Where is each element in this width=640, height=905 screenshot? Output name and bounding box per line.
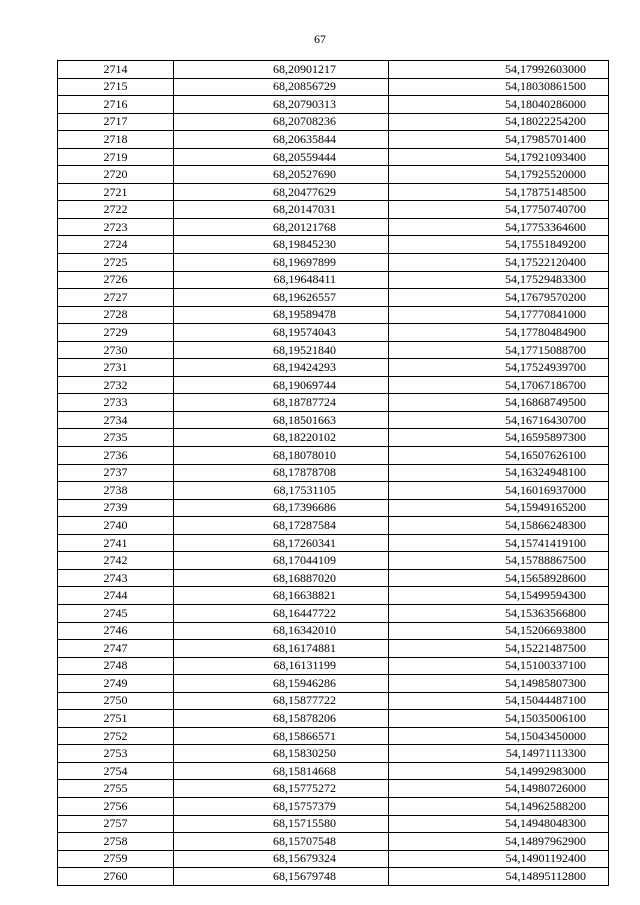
table-row	[58, 411, 609, 429]
y-coordinate-cell: 54,15949165200	[389, 499, 609, 517]
x-coordinate-cell: 68,17044109	[174, 552, 389, 570]
point-number-cell: 2733	[58, 394, 174, 412]
table-row	[58, 148, 609, 166]
x-coordinate-cell: 68,17396686	[174, 499, 389, 517]
y-coordinate-cell: 54,18022254200	[389, 113, 609, 131]
x-coordinate-cell: 68,20559444	[174, 148, 389, 166]
table-row	[58, 341, 609, 359]
table-row	[58, 464, 609, 482]
x-coordinate-cell: 68,18078010	[174, 447, 389, 465]
point-number-cell: 2731	[58, 359, 174, 377]
x-coordinate-cell: 68,17878708	[174, 464, 389, 482]
point-number-cell: 2759	[58, 850, 174, 868]
table-row	[58, 306, 609, 324]
x-coordinate-cell: 68,15814668	[174, 762, 389, 780]
point-number-cell: 2719	[58, 148, 174, 166]
x-coordinate-cell: 68,18220102	[174, 429, 389, 447]
point-number-cell: 2755	[58, 780, 174, 798]
table-row	[58, 376, 609, 394]
y-coordinate-cell: 54,14985807300	[389, 675, 609, 693]
table-body	[58, 61, 609, 886]
point-number-cell: 2735	[58, 429, 174, 447]
point-number-cell: 2727	[58, 289, 174, 307]
point-number-cell: 2729	[58, 324, 174, 342]
table-row	[58, 131, 609, 149]
point-number-cell: 2722	[58, 201, 174, 219]
table-row	[58, 78, 609, 96]
point-number-cell: 2757	[58, 815, 174, 833]
point-number-cell: 2717	[58, 113, 174, 131]
y-coordinate-cell: 54,15035006100	[389, 710, 609, 728]
x-coordinate-cell: 68,19845230	[174, 236, 389, 254]
table-row	[58, 552, 609, 570]
table-row	[58, 96, 609, 114]
y-coordinate-cell: 54,16016937000	[389, 482, 609, 500]
point-number-cell: 2715	[58, 78, 174, 96]
table-row	[58, 499, 609, 517]
table-row	[58, 657, 609, 675]
y-coordinate-cell: 54,17524939700	[389, 359, 609, 377]
table-row	[58, 622, 609, 640]
point-number-cell: 2723	[58, 218, 174, 236]
y-coordinate-cell: 54,18040286000	[389, 96, 609, 114]
table-row	[58, 218, 609, 236]
y-coordinate-cell: 54,14980726000	[389, 780, 609, 798]
x-coordinate-cell: 68,20708236	[174, 113, 389, 131]
y-coordinate-cell: 54,14992983000	[389, 762, 609, 780]
table-row	[58, 640, 609, 658]
table-row	[58, 394, 609, 412]
table-row	[58, 762, 609, 780]
x-coordinate-cell: 68,20477629	[174, 183, 389, 201]
x-coordinate-cell: 68,20635844	[174, 131, 389, 149]
x-coordinate-cell: 68,19589478	[174, 306, 389, 324]
x-coordinate-cell: 68,18501663	[174, 411, 389, 429]
x-coordinate-cell: 68,19648411	[174, 271, 389, 289]
point-number-cell: 2718	[58, 131, 174, 149]
y-coordinate-cell: 54,17985701400	[389, 131, 609, 149]
point-number-cell: 2739	[58, 499, 174, 517]
y-coordinate-cell: 54,17780484900	[389, 324, 609, 342]
x-coordinate-cell: 68,19697899	[174, 254, 389, 272]
y-coordinate-cell: 54,14948048300	[389, 815, 609, 833]
table-row	[58, 289, 609, 307]
y-coordinate-cell: 54,17770841000	[389, 306, 609, 324]
y-coordinate-cell: 54,15043450000	[389, 727, 609, 745]
x-coordinate-cell: 68,15946286	[174, 675, 389, 693]
point-number-cell: 2747	[58, 640, 174, 658]
point-number-cell: 2753	[58, 745, 174, 763]
y-coordinate-cell: 54,16716430700	[389, 411, 609, 429]
y-coordinate-cell: 54,17529483300	[389, 271, 609, 289]
x-coordinate-cell: 68,15878206	[174, 710, 389, 728]
x-coordinate-cell: 68,20790313	[174, 96, 389, 114]
table-row	[58, 587, 609, 605]
x-coordinate-cell: 68,15757379	[174, 797, 389, 815]
point-number-cell: 2746	[58, 622, 174, 640]
point-number-cell: 2724	[58, 236, 174, 254]
point-number-cell: 2721	[58, 183, 174, 201]
x-coordinate-cell: 68,17287584	[174, 517, 389, 535]
table-row	[58, 236, 609, 254]
y-coordinate-cell: 54,16595897300	[389, 429, 609, 447]
point-number-cell: 2741	[58, 534, 174, 552]
point-number-cell: 2720	[58, 166, 174, 184]
table-row	[58, 482, 609, 500]
x-coordinate-cell: 68,16887020	[174, 569, 389, 587]
point-number-cell: 2728	[58, 306, 174, 324]
table-row	[58, 710, 609, 728]
y-coordinate-cell: 54,14897962900	[389, 833, 609, 851]
y-coordinate-cell: 54,14895112800	[389, 868, 609, 886]
table-row	[58, 692, 609, 710]
table-row	[58, 429, 609, 447]
table-row	[58, 815, 609, 833]
y-coordinate-cell: 54,18030861500	[389, 78, 609, 96]
x-coordinate-cell: 68,16342010	[174, 622, 389, 640]
point-number-cell: 2730	[58, 341, 174, 359]
y-coordinate-cell: 54,16324948100	[389, 464, 609, 482]
table-row	[58, 359, 609, 377]
y-coordinate-cell: 54,17679570200	[389, 289, 609, 307]
table-row	[58, 201, 609, 219]
y-coordinate-cell: 54,15206693800	[389, 622, 609, 640]
point-number-cell: 2758	[58, 833, 174, 851]
y-coordinate-cell: 54,15788867500	[389, 552, 609, 570]
x-coordinate-cell: 68,15877722	[174, 692, 389, 710]
x-coordinate-cell: 68,16447722	[174, 604, 389, 622]
table-row	[58, 254, 609, 272]
table-row	[58, 604, 609, 622]
y-coordinate-cell: 54,17925520000	[389, 166, 609, 184]
y-coordinate-cell: 54,17551849200	[389, 236, 609, 254]
y-coordinate-cell: 54,15499594300	[389, 587, 609, 605]
table-row	[58, 569, 609, 587]
y-coordinate-cell: 54,14962588200	[389, 797, 609, 815]
point-number-cell: 2716	[58, 96, 174, 114]
x-coordinate-cell: 68,15866571	[174, 727, 389, 745]
x-coordinate-cell: 68,15715580	[174, 815, 389, 833]
table-row	[58, 534, 609, 552]
x-coordinate-cell: 68,19424293	[174, 359, 389, 377]
x-coordinate-cell: 68,20901217	[174, 61, 389, 79]
point-number-cell: 2736	[58, 447, 174, 465]
y-coordinate-cell: 54,14901192400	[389, 850, 609, 868]
table-row	[58, 183, 609, 201]
x-coordinate-cell: 68,19521840	[174, 341, 389, 359]
point-number-cell: 2754	[58, 762, 174, 780]
x-coordinate-cell: 68,19069744	[174, 376, 389, 394]
point-number-cell: 2726	[58, 271, 174, 289]
y-coordinate-cell: 54,15100337100	[389, 657, 609, 675]
y-coordinate-cell: 54,17875148500	[389, 183, 609, 201]
point-number-cell: 2734	[58, 411, 174, 429]
x-coordinate-cell: 68,20856729	[174, 78, 389, 96]
y-coordinate-cell: 54,17750740700	[389, 201, 609, 219]
table-row	[58, 727, 609, 745]
x-coordinate-cell: 68,19626557	[174, 289, 389, 307]
y-coordinate-cell: 54,17921093400	[389, 148, 609, 166]
y-coordinate-cell: 54,17067186700	[389, 376, 609, 394]
table-row	[58, 780, 609, 798]
table-row	[58, 797, 609, 815]
table-row	[58, 745, 609, 763]
point-number-cell: 2749	[58, 675, 174, 693]
point-number-cell: 2744	[58, 587, 174, 605]
point-number-cell: 2756	[58, 797, 174, 815]
point-number-cell: 2745	[58, 604, 174, 622]
table-row	[58, 166, 609, 184]
table-row	[58, 271, 609, 289]
point-number-cell: 2752	[58, 727, 174, 745]
point-number-cell: 2737	[58, 464, 174, 482]
point-number-cell: 2743	[58, 569, 174, 587]
coordinates-table	[57, 60, 609, 886]
table-row	[58, 447, 609, 465]
x-coordinate-cell: 68,20527690	[174, 166, 389, 184]
x-coordinate-cell: 68,15707548	[174, 833, 389, 851]
point-number-cell: 2760	[58, 868, 174, 886]
x-coordinate-cell: 68,19574043	[174, 324, 389, 342]
y-coordinate-cell: 54,15741419100	[389, 534, 609, 552]
point-number-cell: 2748	[58, 657, 174, 675]
x-coordinate-cell: 68,15679324	[174, 850, 389, 868]
y-coordinate-cell: 54,14971113300	[389, 745, 609, 763]
page-number: 67	[314, 32, 326, 46]
table-row	[58, 833, 609, 851]
x-coordinate-cell: 68,16131199	[174, 657, 389, 675]
y-coordinate-cell: 54,16507626100	[389, 447, 609, 465]
point-number-cell: 2742	[58, 552, 174, 570]
x-coordinate-cell: 68,20147031	[174, 201, 389, 219]
x-coordinate-cell: 68,15775272	[174, 780, 389, 798]
y-coordinate-cell: 54,15221487500	[389, 640, 609, 658]
table-row	[58, 324, 609, 342]
table-row	[58, 517, 609, 535]
point-number-cell: 2751	[58, 710, 174, 728]
y-coordinate-cell: 54,16868749500	[389, 394, 609, 412]
y-coordinate-cell: 54,15363566800	[389, 604, 609, 622]
point-number-cell: 2738	[58, 482, 174, 500]
x-coordinate-cell: 68,15679748	[174, 868, 389, 886]
point-number-cell: 2714	[58, 61, 174, 79]
y-coordinate-cell: 54,15866248300	[389, 517, 609, 535]
point-number-cell: 2725	[58, 254, 174, 272]
x-coordinate-cell: 68,17531105	[174, 482, 389, 500]
y-coordinate-cell: 54,17715088700	[389, 341, 609, 359]
y-coordinate-cell: 54,15658928600	[389, 569, 609, 587]
table-row	[58, 868, 609, 886]
table-row	[58, 675, 609, 693]
y-coordinate-cell: 54,17522120400	[389, 254, 609, 272]
x-coordinate-cell: 68,16638821	[174, 587, 389, 605]
y-coordinate-cell: 54,15044487100	[389, 692, 609, 710]
y-coordinate-cell: 54,17753364600	[389, 218, 609, 236]
x-coordinate-cell: 68,16174881	[174, 640, 389, 658]
y-coordinate-cell: 54,17992603000	[389, 61, 609, 79]
point-number-cell: 2750	[58, 692, 174, 710]
point-number-cell: 2740	[58, 517, 174, 535]
x-coordinate-cell: 68,17260341	[174, 534, 389, 552]
x-coordinate-cell: 68,20121768	[174, 218, 389, 236]
point-number-cell: 2732	[58, 376, 174, 394]
x-coordinate-cell: 68,15830250	[174, 745, 389, 763]
table-row	[58, 113, 609, 131]
table-row	[58, 850, 609, 868]
table-row	[58, 61, 609, 79]
x-coordinate-cell: 68,18787724	[174, 394, 389, 412]
